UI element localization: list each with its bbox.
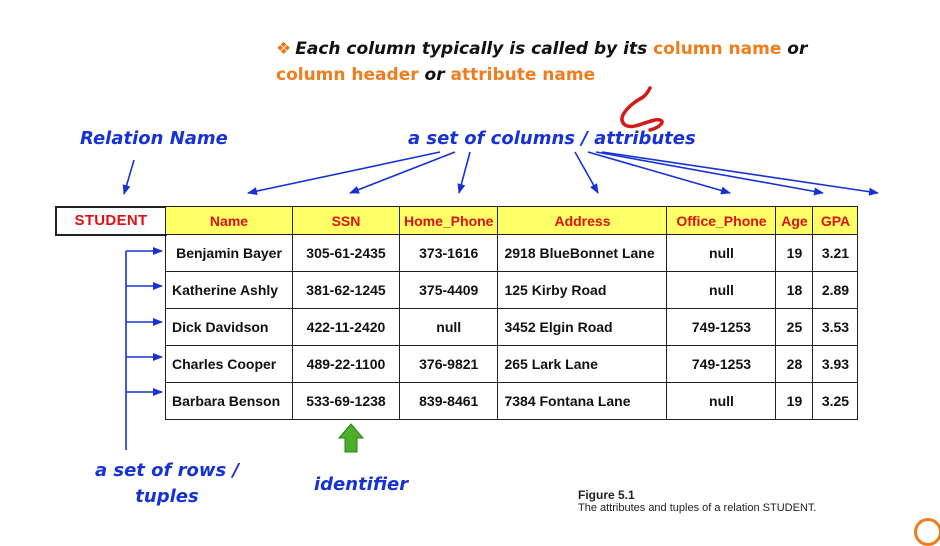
cell-age: 19	[776, 383, 813, 420]
cell-office-phone: null	[667, 235, 776, 272]
cell-age: 25	[776, 309, 813, 346]
cell-home-phone: 376-9821	[400, 346, 498, 383]
row-arrows	[126, 251, 162, 450]
cell-office-phone: 749-1253	[667, 346, 776, 383]
callout-text: ❖ Each column typically is called by its column name or column header or attribute name	[276, 39, 808, 85]
cell-address: 265 Lark Lane	[498, 346, 667, 383]
cell-ssn: 489-22-1100	[293, 346, 400, 383]
cell-ssn: 305-61-2435	[293, 235, 400, 272]
cell-office-phone: null	[667, 272, 776, 309]
cell-gpa: 3.21	[813, 235, 858, 272]
columns-label: a set of columns / attributes	[408, 128, 696, 149]
red-squiggle-annotation	[622, 88, 662, 130]
cell-name: Katherine Ashly	[166, 272, 293, 309]
cell-name: Dick Davidson	[166, 309, 293, 346]
cell-address: 7384 Fontana Lane	[498, 383, 667, 420]
figure-caption-text: The attributes and tuples of a relation STUDENT.	[578, 502, 817, 514]
header-cell-office-phone: Office_Phone	[667, 207, 776, 235]
cell-ssn: 422-11-2420	[293, 309, 400, 346]
cell-address: 3452 Elgin Road	[498, 309, 667, 346]
cell-gpa: 3.25	[813, 383, 858, 420]
header-cell-age: Age	[776, 207, 813, 235]
relation-name-arrow	[124, 160, 134, 194]
relation-name-label: Relation Name	[80, 128, 228, 149]
figure-number: Figure 5.1	[578, 488, 635, 502]
cell-address: 2918 BlueBonnet Lane	[498, 235, 667, 272]
identifier-label: identifier	[314, 474, 409, 495]
header-cell-name: Name	[166, 207, 293, 235]
orange-circle-icon	[914, 518, 940, 546]
cell-age: 28	[776, 346, 813, 383]
cell-age: 19	[776, 235, 813, 272]
cell-home-phone: null	[400, 309, 498, 346]
identifier-up-arrow-icon	[339, 424, 363, 452]
cell-gpa: 2.89	[813, 272, 858, 309]
cell-home-phone: 839-8461	[400, 383, 498, 420]
cell-gpa: 3.53	[813, 309, 858, 346]
figure-caption	[578, 488, 816, 514]
cell-age: 18	[776, 272, 813, 309]
cell-name: Benjamin Bayer	[166, 235, 293, 272]
relation-name-box: STUDENT	[55, 206, 167, 236]
cell-office-phone: 749-1253	[667, 309, 776, 346]
cell-ssn: 533-69-1238	[293, 383, 400, 420]
cell-gpa: 3.93	[813, 346, 858, 383]
header-cell-home-phone: Home_Phone	[400, 207, 498, 235]
cell-address: 125 Kirby Road	[498, 272, 667, 309]
header-cell-address: Address	[498, 207, 667, 235]
cell-office-phone: null	[667, 383, 776, 420]
cell-ssn: 381-62-1245	[293, 272, 400, 309]
header-cell-gpa: GPA	[813, 207, 858, 235]
header-cell-ssn: SSN	[293, 207, 400, 235]
column-arrows	[248, 152, 878, 193]
cell-name: Barbara Benson	[166, 383, 293, 420]
diamond-bullet-icon: ❖	[276, 39, 292, 59]
cell-home-phone: 373-1616	[400, 235, 498, 272]
rows-label: a set of rows / tuples	[94, 460, 240, 507]
cell-name: Charles Cooper	[166, 346, 293, 383]
cell-home-phone: 375-4409	[400, 272, 498, 309]
